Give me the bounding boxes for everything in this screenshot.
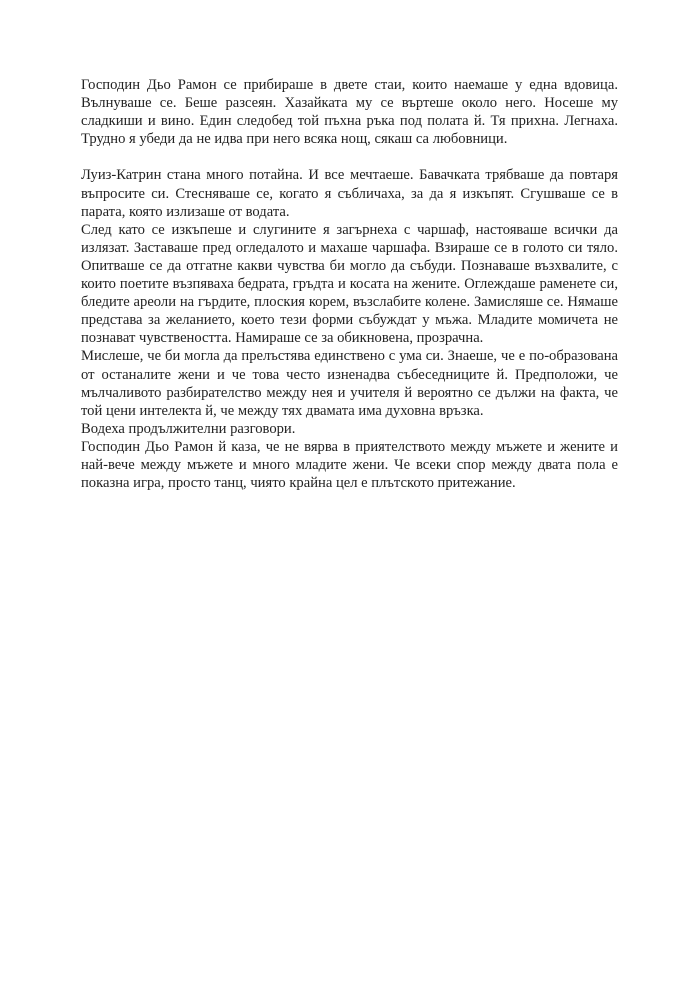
- paragraph-3: След като се изкъпеше и слугините я загърнеха с чаршаф, настояваше всички да излязат. Заставаше пред огледалото и махаше чаршафа. Взираше се в голото си тяло. Опитваше се да отгатне какви чувства би могло да събуди. Познаваше възхвалите, с които поетите възпяваха бедрата, гръдта и косата на жените. Оглеждаше раменете си, бледите ареоли на гърдите, плоския корем, възслабите колене. Замисляше се. Нямаше представа за желанието, което тези форми събуждат у мъжа. Младите момичета не познават чувствеността. Намираше се за обикновена, прозрачна.: [81, 221, 618, 347]
- paragraph-6: Господин Дьо Рамон й каза, че не вярва в приятелството между мъжете и жените и най-вече между мъжете и много младите жени. Че всеки спор между двата пола е показна игра, просто танц, чиято крайна цел е плътското притежание.: [81, 438, 618, 492]
- paragraph-4: Мислеше, че би могла да прелъстява единствено с ума си. Знаеше, че е по-образована от останалите жени и че това често изненадва събеседниците й. Предположи, че мълчаливото разбирателство между нея и учителя й вероятно се дължи на факта, че той цени интелекта й, че между тях двамата има духовна връзка.: [81, 348, 618, 419]
- paragraph-spacer: [81, 148, 618, 166]
- paragraph-5: Водеха продължителни разговори.: [81, 420, 296, 437]
- paragraph-2: Луиз-Катрин стана много потайна. И все мечтаеше. Бавачката трябваше да повтаря въпросите си. Стесняваше се, когато я събличаха, за да я изкъпят. Сгушваше се в парата, която излизаше от водата.: [81, 167, 618, 220]
- body-text: [81, 76, 618, 492]
- paragraph-1: Господин Дьо Рамон се прибираше в двете стаи, които наемаше у една вдовица. Вълнуваше се. Беше разсеян. Хазайката му се въртеше около него. Носеше му сладкиши и вино. Един следобед той пъхна ръка под полата й. Тя прихна. Легнаха. Трудно я убеди да не идва при него всяка нощ, сякаш са любовници.: [81, 77, 618, 148]
